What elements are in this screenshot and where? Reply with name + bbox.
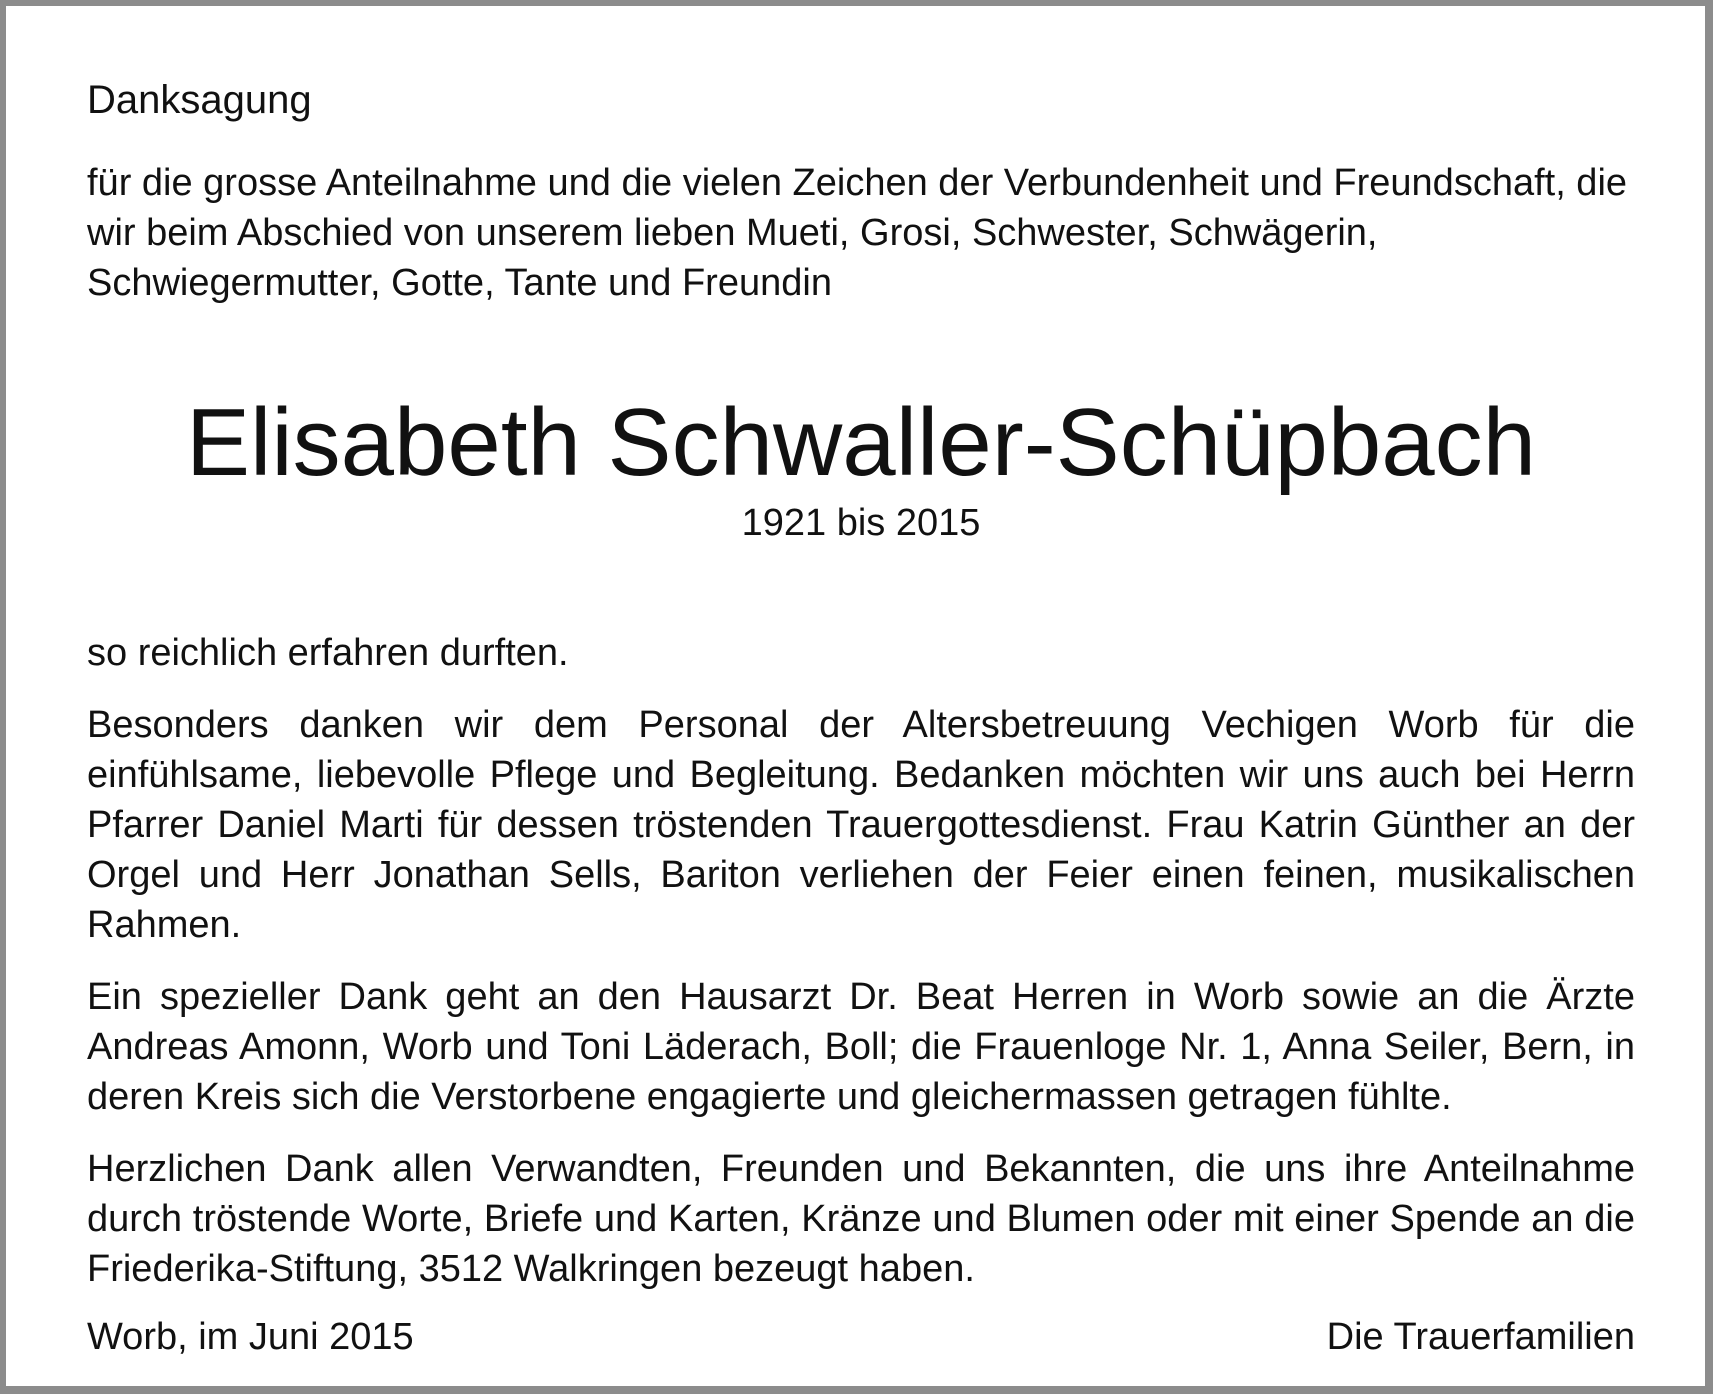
place-date: Worb, im Juni 2015 bbox=[87, 1316, 414, 1358]
continuation-text: so reichlich erfahren durften. bbox=[87, 632, 569, 674]
deceased-name: Elisabeth Schwaller-Schüpbach bbox=[185, 389, 1537, 496]
notice-footer bbox=[87, 1312, 1635, 1362]
thanks-paragraph-1: Besonders danken wir dem Personal der Altersbetreuung Vechigen Worb für die einfühlsame, liebevolle Pflege und Begleitung. Bedanken möchten wir uns auch bei Herrn Pfarrer Daniel Marti für dessen tröstenden Trauergottesdienst. Frau Katrin Günther an der Orgel und Herr Jonathan Sells, Bariton verliehen der Feier einen feinen, musikalischen Rahmen. bbox=[87, 704, 1635, 946]
notice-content bbox=[87, 70, 1635, 1362]
intro-paragraph: für die grosse Anteilnahme und die vielen Zeichen der Verbundenheit und Freundschaft, die wir beim Abschied von unserem lieben Mueti, Grosi, Schwester, Schwägerin, Schwiegermutter, Gotte, Tante und Freundin bbox=[87, 162, 1628, 304]
life-years: 1921 bis 2015 bbox=[741, 502, 981, 544]
notice-heading: Danksagung bbox=[87, 78, 312, 122]
signature: Die Trauerfamilien bbox=[1326, 1316, 1635, 1358]
thanks-paragraph-2: Ein spezieller Dank geht an den Hausarzt Dr. Beat Herren in Worb sowie an die Ärzte Andreas Amonn, Worb und Toni Läderach, Boll; die Frauenloge Nr. 1, Anna Seiler, Bern, in deren Kreis sich die Verstorbene engagierte und gleichermassen getragen fühlte. bbox=[87, 976, 1635, 1118]
thanks-paragraph-3: Herzlichen Dank allen Verwandten, Freunden und Bekannten, die uns ihre Anteilnahme durch tröstende Worte, Briefe und Karten, Kränze und Blumen oder mit einer Spende an die Friederika-Stiftung, 3512 Walkringen bezeugt haben. bbox=[87, 1148, 1635, 1290]
